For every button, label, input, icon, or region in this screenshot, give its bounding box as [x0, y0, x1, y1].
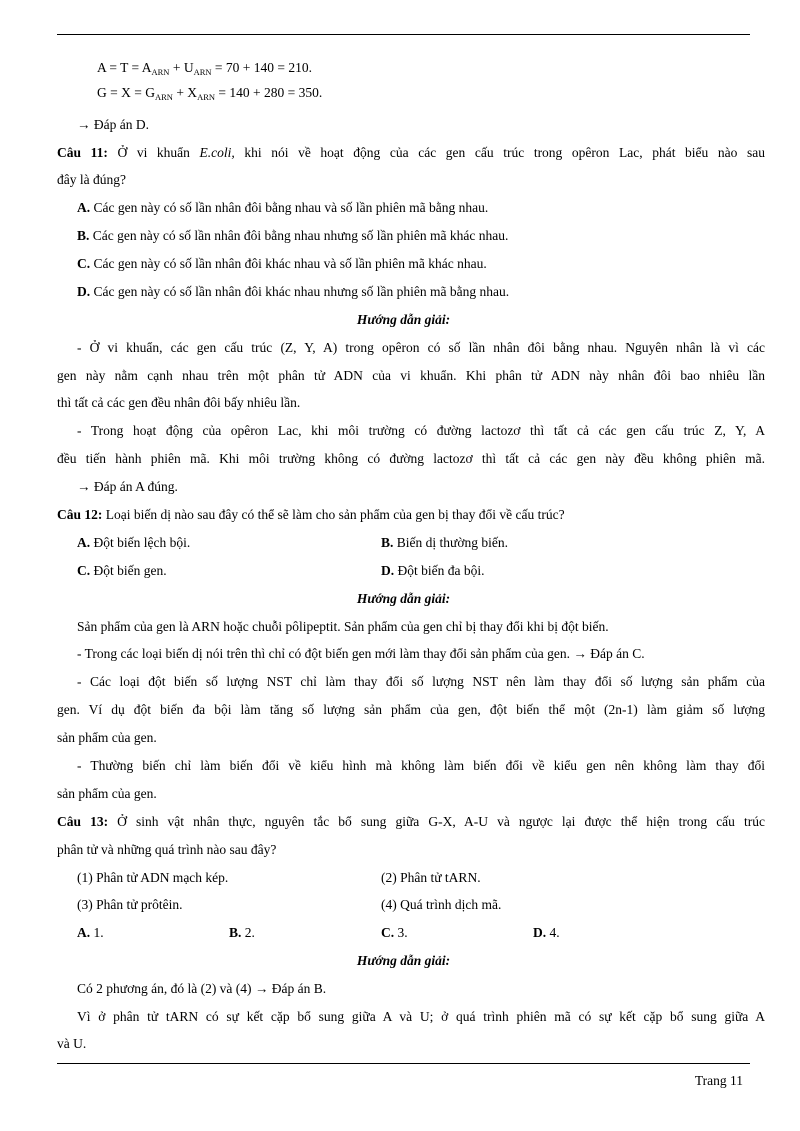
q12-solution-line: - Thường biến chỉ làm biến đổi về kiểu hình mà không làm biến đổi về kiểu gen nên không làm thay đổi: [77, 758, 765, 773]
q12-stem: Câu 12: Loại biến dị nào sau đây có thể sẽ làm cho sản phẩm của gen bị thay đổi về cấu trúc?: [57, 507, 565, 522]
q12-solution-line: Sản phẩm của gen là ARN hoặc chuỗi pôlipeptit. Sản phẩm của gen chỉ bị thay đổi khi bị đột biến.: [77, 619, 609, 634]
q12-solution-line: - Trong các loại biến dị nói trên thì chỉ có đột biến gen mới làm thay đổi sản phẩm của gen. → Đáp án C.: [77, 646, 645, 661]
q12-option-a: A. Đột biến lệch bội.: [77, 535, 191, 550]
q11-answer: → Đáp án A đúng.: [77, 479, 178, 494]
q13-option-a: A. 1.: [77, 925, 104, 940]
q11-option-b: B. Các gen này có số lần nhân đôi bằng nhau nhưng số lần phiên mã khác nhau.: [77, 228, 509, 243]
q12-solution-line: sản phẩm của gen.: [57, 786, 157, 801]
q12-solution-line: sản phẩm của gen.: [57, 730, 157, 745]
q11-stem-line1: Câu 11: Ở vi khuẩn E.coli, khi nói về hoạt động của các gen cấu trúc trong opêron Lac, phát biểu nào sau: [57, 145, 765, 160]
q13-item-4: (4) Quá trình dịch mã.: [381, 897, 502, 912]
q12-option-d: D. Đột biến đa bội.: [381, 563, 485, 578]
q12-option-b: B. Biến dị thường biến.: [381, 535, 508, 550]
q13-solution-line: và U.: [57, 1036, 87, 1051]
q13-item-1: (1) Phân tử ADN mạch kép.: [77, 870, 229, 885]
q13-stem-line2: phân tử và những quá trình nào sau đây?: [57, 842, 277, 857]
page-number: Trang 11: [694, 1073, 743, 1088]
equation-gx: $G = X = G_{ARN} + X_{ARN} = 140 + 280 = 350$.: [97, 85, 323, 102]
q13-option-b: B. 2.: [229, 925, 255, 940]
q11-solution-line: gen này nằm cạnh nhau trên một phân tử ADN của vi khuẩn. Khi phân tử ADN này nhân đôi bao nhiêu lần: [57, 368, 765, 383]
q13-stem-line1: Câu 13: Ở sinh vật nhân thực, nguyên tắc bổ sung giữa G-X, A-U và ngược lại được thể hiện trong cấu trúc: [57, 814, 765, 829]
equation-at: $A = T = A_{ARN} + U_{ARN} = 70 + 140 = 210$.: [97, 60, 312, 77]
q13-option-d: D. 4.: [533, 925, 560, 940]
q12-solution-line: gen. Ví dụ đột biến đa bội làm tăng số lượng sản phẩm của gen, đột biến thể một (2n-1) làm giảm số lượng: [57, 702, 765, 717]
q11-guide-heading: Hướng dẫn giải:: [356, 312, 451, 327]
footer-rule: [57, 1063, 750, 1064]
q13-item-3: (3) Phân tử prôtêin.: [77, 897, 183, 912]
q12-solution-line: - Các loại đột biến số lượng NST chỉ làm thay đổi số lượng NST nên làm thay đổi số lượng sản phẩm của: [77, 674, 765, 689]
q11-option-d: D. Các gen này có số lần nhân đôi khác nhau nhưng số lần phiên mã bằng nhau.: [77, 284, 510, 299]
q11-solution-line: - Ở vi khuẩn, các gen cấu trúc (Z, Y, A) trong opêron có số lần nhân đôi bằng nhau. Nguyên nhân là vì các: [77, 340, 765, 355]
q11-option-c: C. Các gen này có số lần nhân đôi khác nhau và số lần phiên mã khác nhau.: [77, 256, 487, 271]
q12-guide-heading: Hướng dẫn giải:: [356, 591, 451, 606]
q13-solution-line: Vì ở phân tử tARN có sự kết cặp bổ sung giữa A và U; ở quá trình phiên mã có sự kết cặp bổ sung giữa A: [77, 1009, 765, 1024]
q11-stem-line2: đây là đúng?: [57, 172, 126, 187]
q13-item-2: (2) Phân tử tARN.: [381, 870, 481, 885]
q11-solution-line: thì tất cả các gen đều nhân đôi bấy nhiêu lần.: [57, 395, 301, 410]
q13-solution-line: Có 2 phương án, đó là (2) và (4) → Đáp án B.: [77, 981, 327, 996]
q13-guide-heading: Hướng dẫn giải:: [356, 953, 451, 968]
q11-solution-line: đều tiến hành phiên mã. Khi môi trường không có đường lactozơ thì tất cả các gen này đều không phiên mã.: [57, 451, 765, 466]
q13-option-c: C. 3.: [381, 925, 408, 940]
answer-d: → Đáp án D.: [77, 117, 149, 132]
q11-option-a: A. Các gen này có số lần nhân đôi bằng nhau và số lần phiên mã bằng nhau.: [77, 200, 489, 215]
header-rule: [57, 34, 750, 35]
q12-option-c: C. Đột biến gen.: [77, 563, 167, 578]
q11-solution-line: - Trong hoạt động của opêron Lac, khi môi trường có đường lactozơ thì tất cả các gen cấu trúc Z, Y, A: [77, 423, 765, 438]
